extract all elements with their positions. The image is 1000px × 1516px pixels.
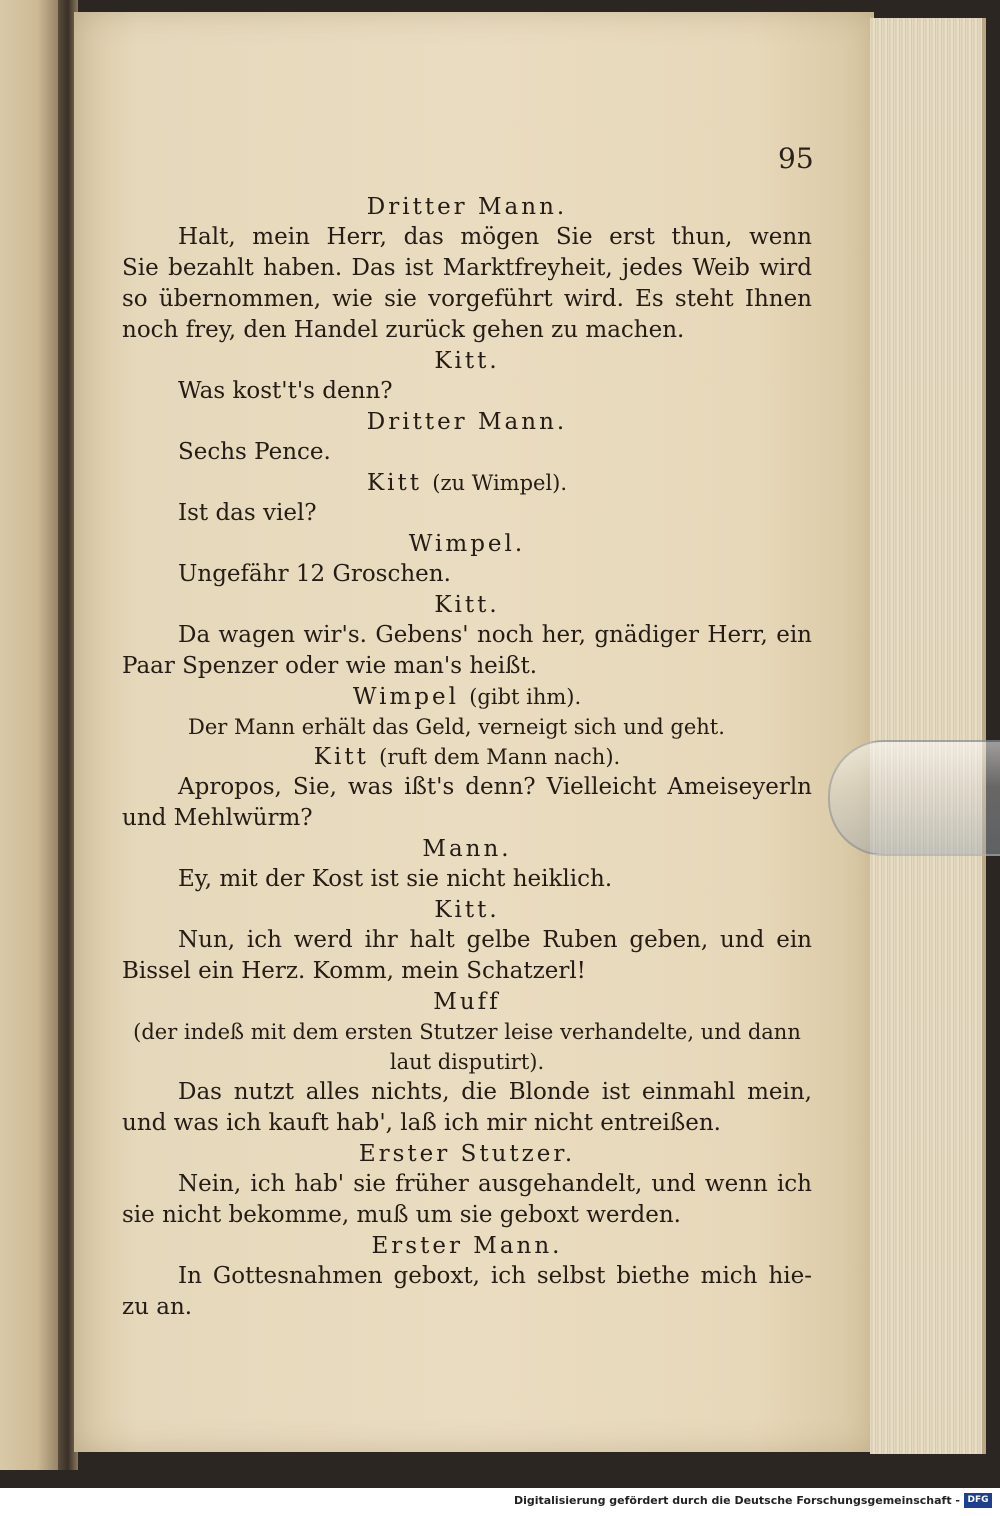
speaker-name <box>122 346 812 376</box>
play-text <box>122 192 812 1323</box>
text-line: Da wagen wir's. Gebens' noch her, gnädiger Herr, ein <box>178 622 812 648</box>
stage-direction: (zu Wimpel). <box>432 471 568 495</box>
text-line: In Gottesnahmen geboxt, ich selbst biethe mich hie- <box>178 1263 812 1289</box>
speaker-label: Erster Mann. <box>371 1233 563 1259</box>
page-stack-edges <box>870 18 986 1454</box>
text-line: Ist das viel? <box>178 500 317 526</box>
stage-direction: (gibt ihm). <box>469 685 582 709</box>
text-line: Nun, ich werd ihr halt gelbe Ruben geben, und ein <box>178 927 812 953</box>
text-line: Das nutzt alles nichts, die Blonde ist einmahl mein, <box>178 1079 812 1105</box>
speaker-name <box>122 834 812 864</box>
speaker-name <box>122 468 812 498</box>
text-line: Ey, mit der Kost ist sie nicht heiklich. <box>178 866 613 892</box>
dfg-logo: DFG <box>964 1493 992 1508</box>
speaker-label: Dritter Mann. <box>366 194 568 220</box>
speaker-name <box>122 1231 812 1261</box>
speaker-label: Kitt. <box>434 348 500 374</box>
speaker-name <box>122 590 812 620</box>
footer-bar <box>0 1488 1000 1516</box>
text-line: Bissel ein Herz. Komm, mein Schatzerl! <box>122 958 586 984</box>
speaker-name <box>122 742 812 772</box>
page-weight-clip <box>828 740 1000 856</box>
speaker-label: Wimpel <box>352 684 459 710</box>
text-line: und Mehlwürm? <box>122 805 313 831</box>
stage-direction-line: (der indeß mit dem ersten Stutzer leise verhandelte, und dann <box>133 1020 801 1044</box>
text-line: sie nicht bekomme, muß um sie geboxt werden. <box>122 1202 681 1228</box>
speaker-label: Kitt. <box>434 592 500 618</box>
text-line: Sechs Pence. <box>178 439 331 465</box>
speaker-label: Kitt. <box>434 897 500 923</box>
speaker-name <box>122 407 812 437</box>
speaker-label: Kitt <box>366 470 422 496</box>
text-line: und was ich kauft hab', laß ich mir nicht entreißen. <box>122 1110 721 1136</box>
funding-notice: Digitalisierung gefördert durch die Deutsche Forschungsgemeinschaft - <box>513 1494 960 1507</box>
speaker-name <box>122 529 812 559</box>
text-line: Halt, mein Herr, das mögen Sie erst thun, wenn <box>178 224 812 250</box>
stage-direction-line: Der Mann erhält das Geld, verneigt sich und geht. <box>188 715 725 739</box>
speaker-label: Kitt <box>313 744 369 770</box>
speaker-label: Wimpel. <box>408 531 526 557</box>
text-line: noch frey, den Handel zurück gehen zu machen. <box>122 317 685 343</box>
speaker-label: Mann. <box>422 836 512 862</box>
stage-direction: (ruft dem Mann nach). <box>379 745 621 769</box>
text-line: so übernommen, wie sie vorgeführt wird. Es steht Ihnen <box>122 286 812 312</box>
speaker-name <box>122 987 812 1017</box>
text-line: Sie bezahlt haben. Das ist Marktfreyheit, jedes Weib wird <box>122 255 812 281</box>
stage-direction-line: laut disputirt). <box>389 1050 545 1074</box>
text-line: Apropos, Sie, was ißt's denn? Vielleicht Ameiseyerln <box>178 774 812 800</box>
speaker-name <box>122 192 812 222</box>
speaker-name <box>122 682 812 712</box>
text-line: zu an. <box>122 1294 193 1320</box>
speaker-label: Muff <box>433 989 501 1015</box>
speaker-label: Dritter Mann. <box>366 409 568 435</box>
text-line: Was kost't's denn? <box>178 378 393 404</box>
page-number: 95 <box>778 142 814 175</box>
left-page-edge <box>0 0 62 1470</box>
speaker-name <box>122 895 812 925</box>
text-line: Nein, ich hab' sie früher ausgehandelt, und wenn ich <box>178 1171 812 1197</box>
speaker-label: Erster Stutzer. <box>358 1141 576 1167</box>
speaker-name <box>122 1139 812 1169</box>
text-line: Paar Spenzer oder wie man's heißt. <box>122 653 538 679</box>
text-line: Ungefähr 12 Groschen. <box>178 561 451 587</box>
